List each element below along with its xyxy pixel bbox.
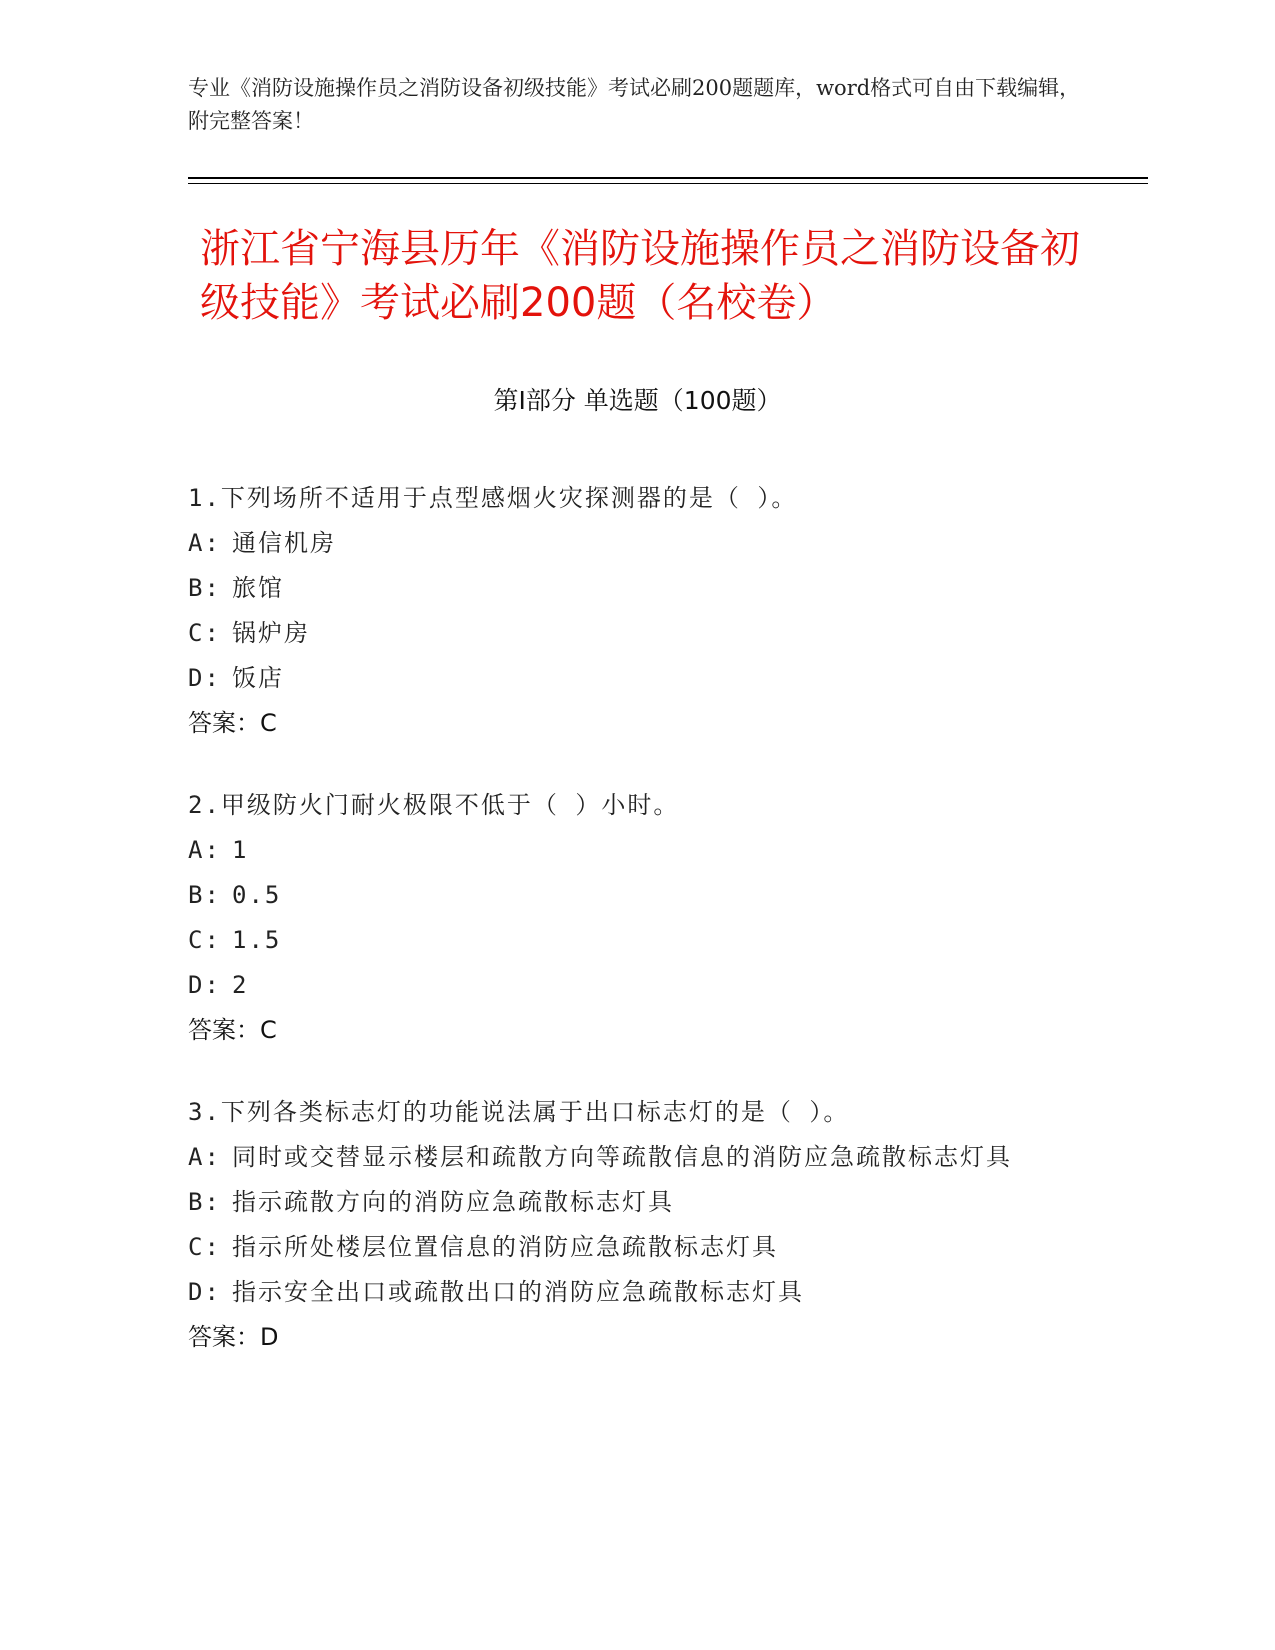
header-divider-thin — [188, 183, 1148, 184]
option-label: C: — [188, 926, 221, 954]
option-b — [188, 566, 1088, 611]
option-a — [188, 1135, 1088, 1180]
option-d — [188, 656, 1088, 701]
option-label: C: — [188, 1233, 221, 1261]
option-label: B: — [188, 574, 221, 602]
header-divider-thick — [188, 177, 1148, 179]
option-c — [188, 611, 1088, 656]
option-b — [188, 873, 1088, 918]
option-label: A: — [188, 529, 221, 557]
question-list — [188, 476, 1088, 1397]
question-stem: 2.甲级防火门耐火极限不低于（ ）小时。 — [188, 791, 680, 819]
option-d — [188, 1270, 1088, 1315]
option-text: 锅炉房 — [232, 619, 310, 647]
option-text: 指示所处楼层位置信息的消防应急疏散标志灯具 — [232, 1233, 778, 1261]
option-text: 2 — [232, 971, 249, 999]
option-label: B: — [188, 881, 221, 909]
option-label: D: — [188, 664, 221, 692]
answer: 答案：C — [188, 709, 277, 737]
option-label: C: — [188, 619, 221, 647]
section-heading: 第Ⅰ部分 单选题（100题） — [493, 386, 782, 415]
document-title: 浙江省宁海县历年《消防设施操作员之消防设备初级技能》考试必刷200题（名校卷） — [200, 226, 1080, 326]
option-label: B: — [188, 1188, 221, 1216]
option-text: 通信机房 — [232, 529, 336, 557]
option-text: 1 — [232, 836, 249, 864]
option-text: 0.5 — [232, 881, 282, 909]
option-a — [188, 828, 1088, 873]
option-c — [188, 1225, 1088, 1270]
option-label: A: — [188, 1143, 221, 1171]
option-label: A: — [188, 836, 221, 864]
answer: 答案：D — [188, 1323, 279, 1351]
option-text: 饭店 — [232, 664, 284, 692]
option-text: 指示安全出口或疏散出口的消防应急疏散标志灯具 — [232, 1278, 804, 1306]
question-stem: 3.下列各类标志灯的功能说法属于出口标志灯的是（ ）。 — [188, 1098, 850, 1126]
option-text: 同时或交替显示楼层和疏散方向等疏散信息的消防应急疏散标志灯具 — [232, 1143, 1012, 1171]
option-text: 1.5 — [232, 926, 282, 954]
option-d — [188, 963, 1088, 1008]
option-c — [188, 918, 1088, 963]
option-label: D: — [188, 1278, 221, 1306]
option-text: 旅馆 — [232, 574, 284, 602]
option-b — [188, 1180, 1088, 1225]
option-label: D: — [188, 971, 221, 999]
option-text: 指示疏散方向的消防应急疏散标志灯具 — [232, 1188, 674, 1216]
question-1 — [188, 476, 1088, 746]
answer: 答案：C — [188, 1016, 277, 1044]
question-2 — [188, 783, 1088, 1053]
question-stem: 1.下列场所不适用于点型感烟火灾探测器的是（ ）。 — [188, 484, 798, 512]
option-a — [188, 521, 1088, 566]
question-3 — [188, 1090, 1088, 1360]
header-note: 专业《消防设施操作员之消防设备初级技能》考试必刷200题题库，word格式可自由下载编辑，附完整答案！ — [188, 76, 1081, 133]
